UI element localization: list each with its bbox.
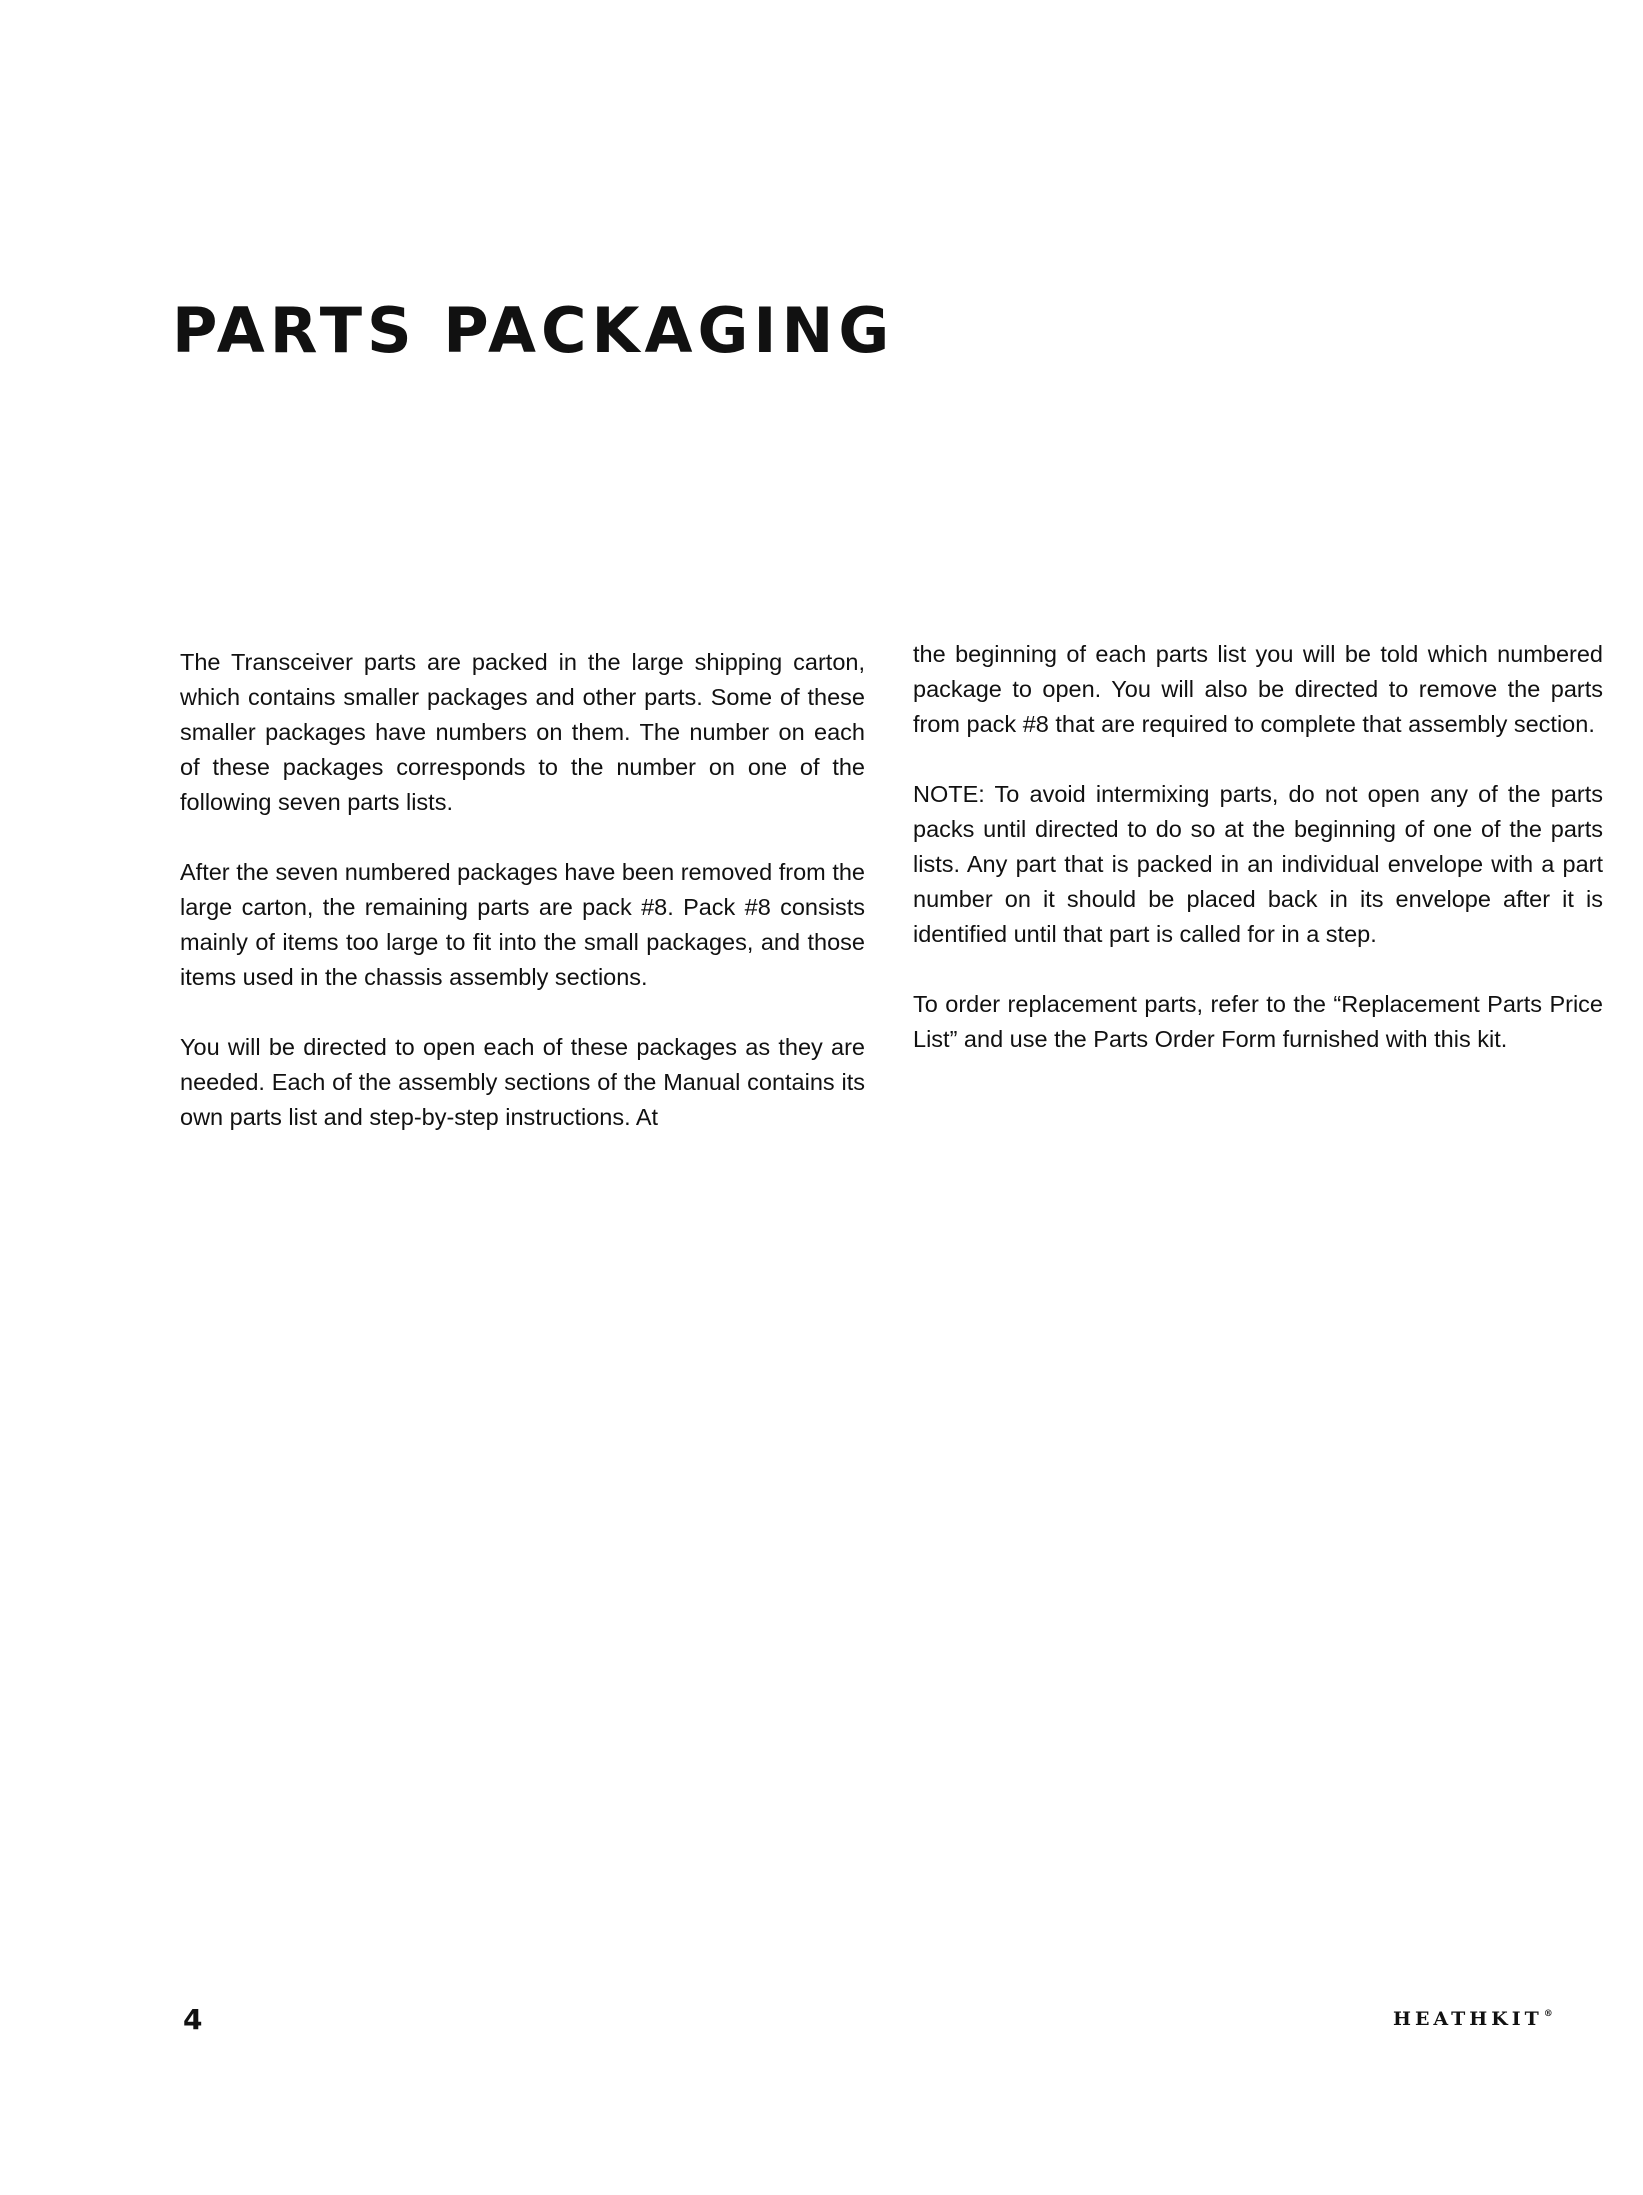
registered-mark: ® [1543, 2009, 1553, 2019]
left-text-column [180, 645, 865, 1170]
paragraph: After the seven numbered packages have been removed from the large carton, the remaining parts are pack #8. Pack #8 consists mainly of items too large to fit into the small packages, and those items used in the chassis assembly sections. [180, 859, 865, 990]
paragraph: You will be directed to open each of these packages as they are needed. Each of the assembly sections of the Manual contains its own parts list and step-by-step instructions. At [180, 1034, 865, 1130]
page-title: PARTS PACKAGING [172, 294, 895, 367]
paragraph: the beginning of each parts list you will be told which numbered package to open. You will also be directed to remove the parts from pack #8 that are required to complete that assembly section. [913, 641, 1603, 737]
right-text-column [913, 637, 1603, 1092]
heathkit-logo [1393, 2010, 1553, 2029]
note-paragraph: NOTE: To avoid intermixing parts, do not open any of the parts packs until directed to do so at the beginning of one of the parts lists. Any part that is packed in an individual envelope with a part number on it should be placed back in its envelope after it is identified until that part is called for in a step. [913, 781, 1603, 947]
paragraph: To order replacement parts, refer to the “Replacement Parts Price List” and use the Parts Order Form furnished with this kit. [913, 991, 1603, 1052]
paragraph: The Transceiver parts are packed in the large shipping carton, which contains smaller packages and other parts. Some of these smaller packages have numbers on them. The number on each of these packages corresponds to the number on one of the following seven parts lists. [180, 649, 865, 815]
page-number: 4 [183, 2003, 203, 2036]
brand-name: HEATHKIT [1393, 2008, 1543, 2030]
